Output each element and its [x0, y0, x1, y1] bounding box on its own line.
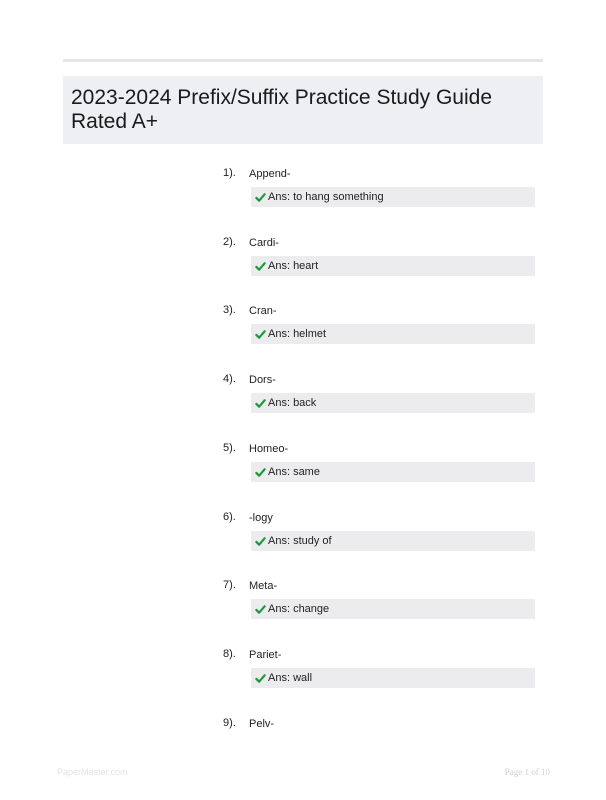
page-number: Page 1 of 10	[504, 767, 550, 777]
check-icon	[255, 536, 266, 547]
question-number: 1).	[223, 167, 236, 179]
answer-text: Ans: back	[268, 397, 317, 409]
question-text: Cardi-	[249, 237, 279, 249]
question-number: 3).	[223, 304, 236, 316]
question-number: 7).	[223, 579, 236, 591]
answer-text: Ans: to hang something	[268, 191, 384, 203]
header-rule	[63, 59, 543, 62]
answer-text: Ans: change	[268, 603, 330, 615]
check-icon	[255, 604, 266, 615]
question-number: 5).	[223, 442, 236, 454]
answer-box	[251, 668, 535, 688]
question-text: Pariet-	[249, 649, 282, 661]
question-text: Homeo-	[249, 443, 289, 455]
footer-watermark: PaperMaster.com	[57, 767, 128, 777]
answer-box	[251, 531, 535, 551]
check-icon	[255, 329, 266, 340]
question-text: Dors-	[249, 374, 276, 386]
question-number: 4).	[223, 373, 236, 385]
answer-box	[251, 187, 535, 207]
check-icon	[255, 673, 266, 684]
question-number: 9).	[223, 717, 236, 729]
answer-text: Ans: same	[268, 466, 320, 478]
answer-box	[251, 393, 535, 413]
answer-text: Ans: helmet	[268, 328, 327, 340]
question-text: Append-	[249, 168, 291, 180]
question-text: Cran-	[249, 305, 277, 317]
answer-box	[251, 599, 535, 619]
question-number: 2).	[223, 236, 236, 248]
answer-text: Ans: wall	[268, 672, 313, 684]
check-icon	[255, 467, 266, 478]
document-title: 2023-2024 Prefix/Suffix Practice Study Guide Rated A+	[71, 86, 493, 133]
question-number: 6).	[223, 511, 236, 523]
answer-box	[251, 324, 535, 344]
question-text: -logy	[249, 512, 273, 524]
answer-box	[251, 462, 535, 482]
answer-text: Ans: study of	[268, 535, 332, 547]
question-number: 8).	[223, 648, 236, 660]
question-text: Pelv-	[249, 718, 275, 730]
answer-box	[251, 256, 535, 276]
title-banner	[63, 76, 543, 144]
check-icon	[255, 261, 266, 272]
answer-text: Ans: heart	[268, 260, 319, 272]
check-icon	[255, 192, 266, 203]
check-icon	[255, 398, 266, 409]
question-text: Meta-	[249, 580, 278, 592]
